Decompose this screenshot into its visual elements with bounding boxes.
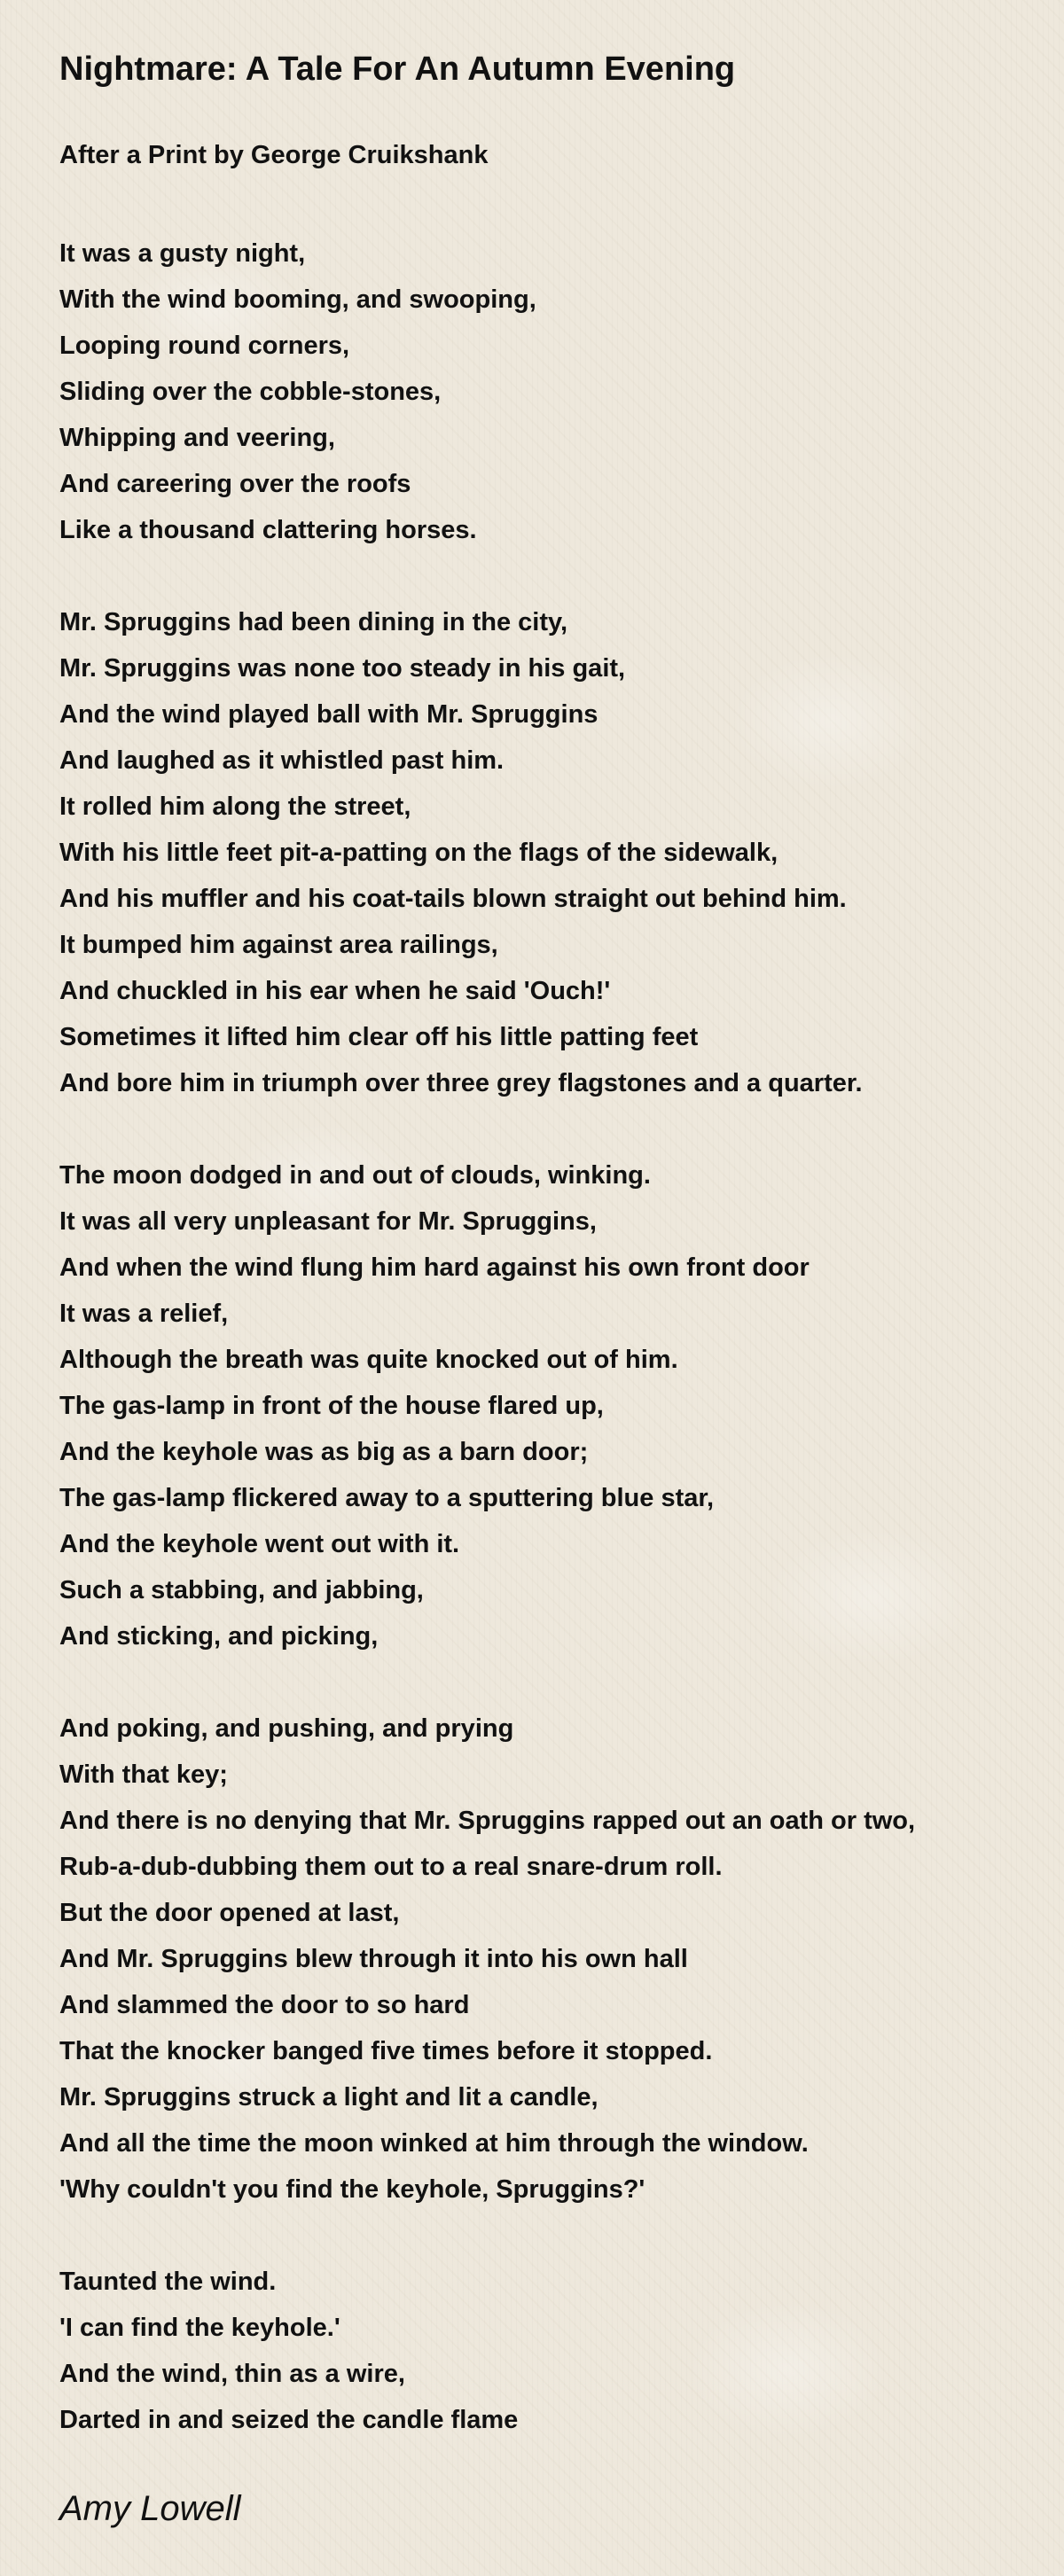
poem-line: It rolled him along the street, bbox=[59, 792, 411, 821]
poem-line: The gas-lamp flickered away to a sputtering blue star, bbox=[59, 1484, 715, 1512]
stanza bbox=[59, 2259, 1044, 2443]
poem-title: Nightmare: A Tale For An Autumn Evening bbox=[59, 51, 736, 88]
poem-line: And all the time the moon winked at him through the window. bbox=[59, 2129, 809, 2158]
poem-line: And the wind, thin as a wire, bbox=[59, 2360, 405, 2388]
poem-line: And his muffler and his coat-tails blown straight out behind him. bbox=[59, 885, 847, 913]
poem-line: Looping round corners, bbox=[59, 332, 350, 360]
poem-line: With his little feet pit-a-patting on the flags of the sidewalk, bbox=[59, 839, 778, 867]
poem-line: Sliding over the cobble-stones, bbox=[59, 378, 442, 406]
poem-line: And the keyhole was as big as a barn door; bbox=[59, 1438, 589, 1466]
poem-line: And bore him in triumph over three grey flagstones and a quarter. bbox=[59, 1069, 863, 1097]
poem-line: Mr. Spruggins had been dining in the city, bbox=[59, 608, 568, 636]
poem-line: And when the wind flung him hard against his own front door bbox=[59, 1253, 810, 1282]
poem-line: Taunted the wind. bbox=[59, 2268, 277, 2296]
poem-line: And careering over the roofs bbox=[59, 470, 411, 498]
poem-line: Although the breath was quite knocked out of him. bbox=[59, 1346, 678, 1374]
poem-line: And the keyhole went out with it. bbox=[59, 1530, 460, 1558]
poem-subtitle: After a Print by George Cruikshank bbox=[59, 141, 489, 169]
poem-body bbox=[59, 230, 1044, 2489]
poem-line: That the knocker banged five times before it stopped. bbox=[59, 2037, 713, 2065]
poem-line: And laughed as it whistled past him. bbox=[59, 746, 505, 775]
stanza bbox=[59, 230, 1044, 553]
poem-line: 'I can find the keyhole.' bbox=[59, 2314, 340, 2342]
poem-line: Like a thousand clattering horses. bbox=[59, 516, 477, 544]
poem-author: Amy Lowell bbox=[59, 2489, 241, 2528]
poem-line: Mr. Spruggins struck a light and lit a candle, bbox=[59, 2083, 598, 2112]
poem-line: And there is no denying that Mr. Spruggins rapped out an oath or two, bbox=[59, 1807, 916, 1835]
poem-line: Sometimes it lifted him clear off his little patting feet bbox=[59, 1023, 699, 1051]
poem-line: Mr. Spruggins was none too steady in his gait, bbox=[59, 654, 626, 683]
poem-line: It was a relief, bbox=[59, 1300, 229, 1328]
poem-line: And sticking, and picking, bbox=[59, 1622, 379, 1651]
poem-line: The moon dodged in and out of clouds, winking. bbox=[59, 1161, 651, 1190]
poem-line: It was a gusty night, bbox=[59, 239, 306, 268]
poem-line: And the wind played ball with Mr. Spruggins bbox=[59, 700, 598, 729]
poem-line: And chuckled in his ear when he said 'Ouch!' bbox=[59, 977, 611, 1005]
poem-line: Darted in and seized the candle flame bbox=[59, 2406, 519, 2434]
poem-line: Whipping and veering, bbox=[59, 424, 335, 452]
poem-line: And Mr. Spruggins blew through it into his own hall bbox=[59, 1945, 688, 1973]
poem-line: But the door opened at last, bbox=[59, 1899, 400, 1927]
poem-line: Rub-a-dub-dubbing them out to a real snare-drum roll. bbox=[59, 1853, 723, 1881]
poem-line: And slammed the door to so hard bbox=[59, 1991, 470, 2019]
poem-line: The gas-lamp in front of the house flared up, bbox=[59, 1392, 604, 1420]
poem-line: With that key; bbox=[59, 1760, 228, 1789]
poem-line: 'Why couldn't you find the keyhole, Spruggins?' bbox=[59, 2175, 645, 2204]
poem-line: It bumped him against area railings, bbox=[59, 931, 498, 959]
stanza bbox=[59, 1152, 1044, 1659]
stanza bbox=[59, 599, 1044, 1106]
poem-line: It was all very unpleasant for Mr. Spruggins, bbox=[59, 1207, 597, 1236]
poem-line: With the wind booming, and swooping, bbox=[59, 285, 536, 314]
stanza bbox=[59, 1706, 1044, 2213]
poem-line: And poking, and pushing, and prying bbox=[59, 1714, 514, 1743]
poem-line: Such a stabbing, and jabbing, bbox=[59, 1576, 424, 1604]
